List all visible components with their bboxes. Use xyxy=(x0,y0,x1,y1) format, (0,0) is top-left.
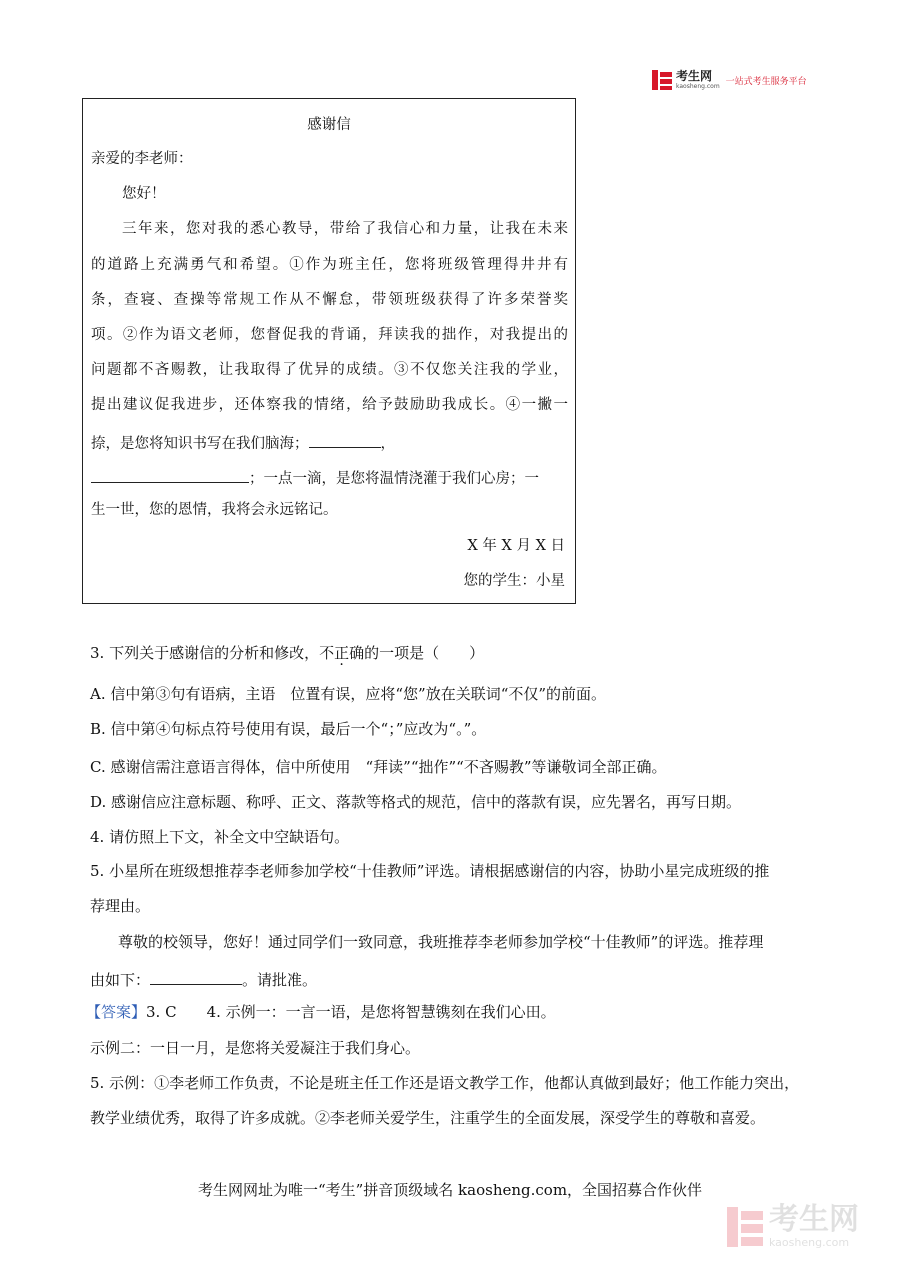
question-3-emphasis: 不正确 xyxy=(319,644,365,662)
letter-blank-2 xyxy=(91,468,249,483)
answer-label: 【答案】 xyxy=(86,1003,147,1021)
question-4: 4. 请仿照上下文，补全文中空缺语句。 xyxy=(90,828,350,846)
letter-date: X 年 X 月 X 日 xyxy=(467,538,565,554)
answer-4-example-2: 示例二：一日一月，是您将关爱凝注于我们身心。 xyxy=(90,1039,421,1057)
watermark xyxy=(727,1202,859,1249)
letter-line-8 xyxy=(91,468,539,487)
letter-line-5: 问题都不吝赐教，让我取得了优异的成绩。③不仅您关注我的学业， xyxy=(91,362,568,378)
logo-domain: kaosheng.com xyxy=(676,83,720,90)
letter-blank-1 xyxy=(309,433,381,448)
letter-line-7 xyxy=(91,433,395,452)
letter-line-6: 提出建议促我进步，还体察我的情绪，给予鼓励助我成长。④一撇一 xyxy=(91,397,568,413)
letter-line-2: 的道路上充满勇气和希望。①作为班主任，您将班级管理得井井有 xyxy=(91,257,568,273)
letter-line-7-text: 捺，是您将知识书写在我们脑海； xyxy=(91,436,309,452)
letter-line-3: 条，查寝、查操等常规工作从不懈怠，带领班级获得了许多荣誉奖 xyxy=(91,292,568,308)
answer-5-line-1: 5. 示例：①李老师工作负责，不论是班主任工作还是语文教学工作，他都认真做到最好；他工作能力突出， xyxy=(90,1074,800,1092)
question-5-text-2-post: 。请批准。 xyxy=(242,971,318,989)
question-5-line-1: 5. 小星所在班级想推荐李老师参加学校“十佳教师”评选。请根据感谢信的内容，协助小星完成班级的推 xyxy=(90,862,770,880)
watermark-logo-icon xyxy=(727,1207,763,1247)
question-5-line-2: 荐理由。 xyxy=(90,897,151,915)
option-a: A. 信中第③句有语病，主语 位置有误，应将“您”放在关联词“不仅”的前面。 xyxy=(90,685,607,703)
letter-signature: 您的学生：小星 xyxy=(463,573,565,589)
letter-line-4: 项。②作为语文老师，您督促我的背诵，拜读我的拙作，对我提出的 xyxy=(91,327,568,343)
header-logo xyxy=(652,70,807,90)
letter-line-7-end: ， xyxy=(380,436,395,452)
question-3 xyxy=(90,646,484,661)
option-d: D. 感谢信应注意标题、称呼、正文、落款等格式的规范，信中的落款有误，应先署名，再写日期。 xyxy=(90,793,742,811)
watermark-domain: kaosheng.com xyxy=(769,1236,850,1249)
footer-text: 考生网网址为唯一“考生”拼音顶级域名 kaosheng.com，全国招募合作伙伴 xyxy=(197,1181,703,1199)
question-5-text-2 xyxy=(90,970,317,988)
option-b: B. 信中第④句标点符号使用有误，最后一个“；”应改为“。”。 xyxy=(90,720,487,738)
question-3-post: 的一项是（ ） xyxy=(364,644,485,662)
question-3-pre: 3. 下列关于感谢信的分析和修改， xyxy=(90,644,320,662)
question-5-text-1: 尊敬的校领导，您好！通过同学们一致同意，我班推荐李老师参加学校“十佳教师”的评选。推荐理 xyxy=(118,933,764,951)
answer-4: 4. 示例一：一言一语，是您将智慧镌刻在我们心田。 xyxy=(206,1003,556,1021)
logo-name: 考生网 xyxy=(676,69,713,83)
letter-greeting: 您好！ xyxy=(122,186,166,202)
letter-line-1: 三年来，您对我的悉心教导，带给了我信心和力量，让我在未来 xyxy=(122,221,568,237)
letter-line-8-text: ；一点一滴，是您将温情浇灌于我们心房；一 xyxy=(249,471,539,487)
question-5-text-2-pre: 由如下： xyxy=(90,971,151,989)
answer-line-1 xyxy=(86,1005,556,1020)
answer-3: 3. C xyxy=(146,1003,177,1021)
question-5-blank xyxy=(150,970,242,985)
option-c: C. 感谢信需注意语言得体，信中所使用 “拜读”“拙作”“不吝赐教”等谦敬词全部正确。 xyxy=(90,758,667,776)
kaosheng-logo-icon xyxy=(652,70,672,90)
answer-5-line-2: 教学业绩优秀，取得了许多成就。②李老师关爱学生，注重学生的全面发展，深受学生的尊敬和喜爱。 xyxy=(90,1109,766,1127)
thank-you-letter xyxy=(82,98,576,604)
letter-title: 感谢信 xyxy=(307,117,351,133)
letter-salutation: 亲爱的李老师： xyxy=(91,151,193,167)
letter-line-9: 生一世，您的恩情，我将会永远铭记。 xyxy=(91,502,338,518)
logo-slogan: 一站式考生服务平台 xyxy=(725,76,807,87)
watermark-name: 考生网 xyxy=(769,1202,859,1237)
